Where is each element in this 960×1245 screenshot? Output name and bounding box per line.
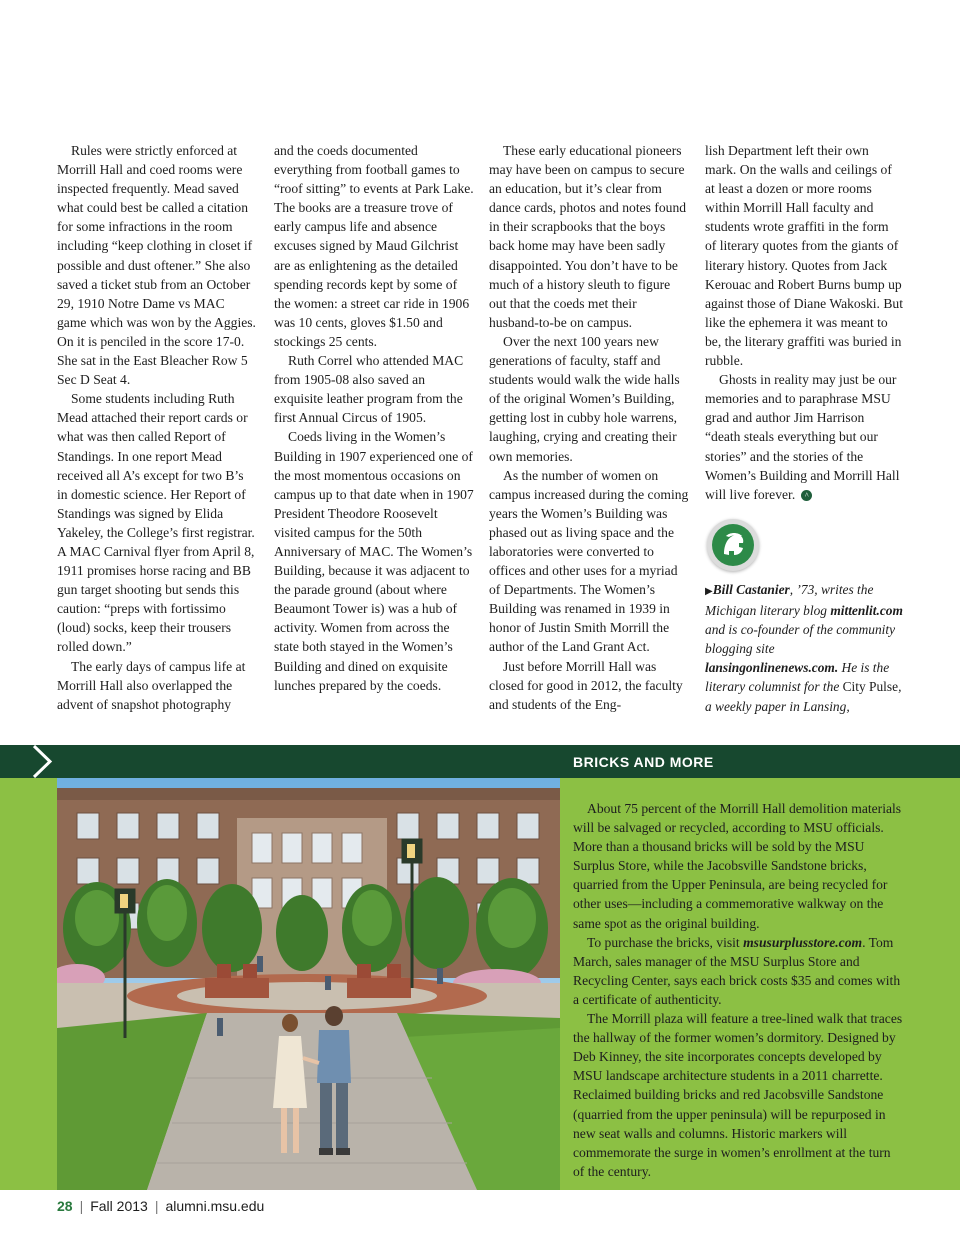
store-link[interactable]: msusurplusstore.com	[743, 934, 863, 950]
site-url[interactable]: alumni.msu.edu	[165, 1198, 265, 1214]
paragraph: and the coeds documented everything from football games to “roof sitting” to events at Park Lake. The books are a treasure trove of early campus life and absence excuses signed by Maud Gilchrist are as enlightening as the detailed spending records kept by some of the women: a street car ride in 1906 was 10 cents, gloves $1.50 and stockings 25 cents.	[274, 143, 474, 349]
paragraph: Rules were strictly enforced at Morrill Hall and coed rooms were inspected frequently. Mead saved what could best be called a citation for some infractions in the room including “keep clothing in closet if possible and dust oftener.” She also saved a ticket stub from an October 29, 1910 Notre Dame vs MAC game which was won by the Aggies. On it is penciled in the score 17-0. She sat in the East Bleacher Row 5 Sec D Seat 4.	[57, 143, 256, 388]
paragraph: Coeds living in the Women’s Building in 1907 experienced one of the most momentous occasions on campus up to that date when in 1907 President Theodore Roosevelt visited campus for the 50th Anniversary of MAC. The Women’s Building, because it was adjacent to the parade ground (about where Beaumont Tower is) was a hub of activity. Women from across the state both stayed in the Women’s Building and dined on exquisite lunches prepared by the coeds.	[274, 429, 474, 693]
separator: |	[154, 1198, 159, 1214]
paragraph-text: . Tom March, sales manager of the MSU Surplus Store and Recycling Center, says each brick costs $35 and comes with a certificate of authenticity.	[573, 934, 901, 1007]
page-number: 28	[57, 1198, 73, 1214]
paragraph: Just before Morrill Hall was closed for good in 2012, the faculty and students of the Eng-	[489, 658, 683, 712]
paragraph	[705, 370, 903, 504]
bio-text: , ’73, writes the Michigan literary blog	[705, 582, 874, 619]
paragraph: lish Department left their own mark. On the walls and ceilings of at least a dozen or more rooms within Morrill Hall faculty and students wrote graffiti in the form of literary quotes from the giants of literary history. Quotes from Jack Kerouac and Robert Burns bump up against those of Diane Wakoski. But like the ephemera it was meant to be, the literary graffiti was buried in rubble.	[705, 143, 903, 369]
site-link[interactable]: lansingonlinenews.com.	[705, 660, 839, 676]
spartan-helmet-icon	[712, 524, 754, 566]
paragraph-text: To purchase the bricks, visit	[587, 934, 744, 950]
paragraph: As the number of women on campus increased during the coming years the Women’s Building was phased out as living space and the laboratories were converted to offices and other uses for a myriad of Departments. The Women’s Building was renamed in 1939 in honor of Justin Smith Morrill the author of the Land Grant Act.	[489, 467, 689, 655]
sidebar-title: BRICKS AND MORE	[573, 754, 714, 770]
article-column-2	[274, 141, 474, 695]
author-name: Bill Castanier	[712, 582, 790, 597]
paragraph: These early educational pioneers may have been on campus to secure an education, but it’s clear from dance cards, photos and notes found in their scrapbooks that the boys back home may have been sadly disappointed. You don’t have to be much of a history sleuth to figure out that the coeds met their husband-to-be on campus.	[489, 143, 687, 330]
paragraph: Some students including Ruth Mead attached their report cards or what was then called Report of Standings. In one report Mead received all A’s except for two B’s in domestic science. Her Report of Standings was signed by Elida Yakeley, the College’s first registrar. A MAC Carnival flyer from April 8, 1911 promises horse racing and BB gun target shooting but sends this caution: “preps with fortissimo (loud) socks, keep their trousers rolled down.”	[57, 391, 255, 655]
bio-text: and is co-founder of the community blogging site	[705, 622, 896, 657]
plaza-rendering-image	[57, 778, 560, 1190]
spartan-logo-icon	[707, 519, 759, 571]
spartan-logo-disc	[712, 524, 754, 566]
plaza-illustration	[57, 778, 560, 1190]
sidebar-text	[573, 799, 903, 1181]
issue-label: Fall 2013	[90, 1198, 148, 1214]
end-of-story-icon: ^	[801, 490, 812, 501]
paragraph: About 75 percent of the Morrill Hall demolition materials will be salvaged or recycled, according to MSU officials. More than a thousand bricks will be sold by the MSU Surplus Store, while the Jacobsville Sandstone bricks, quarried from the Upper Peninsula, are being recycled for other uses—including a commemorative walkway on the same spot as the original building.	[573, 801, 902, 931]
bio-text: , a weekly paper in Lansing,	[705, 679, 902, 714]
article-column-1	[57, 141, 257, 714]
paragraph: Over the next 100 years new generations of faculty, staff and students would walk the wide halls of the original Women’s Building, getting lost in cubby hole warrens, laughing, crying and creating their own memories.	[489, 333, 680, 464]
paragraph: Ruth Correl who attended MAC from 1905-08 also saved an exquisite leather program from the first Annual Circus of 1905.	[274, 353, 464, 426]
bullet-triangle-icon: ▶	[705, 586, 713, 597]
paragraph	[573, 933, 903, 1009]
section-band	[0, 745, 960, 778]
article-column-3	[489, 141, 689, 714]
separator: |	[79, 1198, 84, 1214]
paragraph: The early days of campus life at Morrill Hall also overlapped the advent of snapshot photography	[57, 658, 246, 712]
paragraph: The Morrill plaza will feature a tree-lined walk that traces the hallway of the former women’s dormitory. Designed by Deb Kinney, the site incorporates concepts developed by MSU landscape architecture students in a 2011 charrette. Reclaimed building bricks and red Jacobsville Sandstone (quarried from the upper peninsula) will be repurposed in new seat walls and columns. Historic markers will commemorate the surge in women’s enrollment at the turn of the century.	[573, 1011, 903, 1179]
blog-link[interactable]: mittenlit.com	[830, 603, 903, 619]
paragraph-text: Ghosts in reality may just be our memories and to paraphrase MSU grad and author Jim Harrison “death steals everything but our stories” and the stories of the Women’s Building and Morrill Hall will live forever.	[705, 372, 900, 502]
bio-text: He is the literary columnist for the	[705, 660, 890, 695]
article-column-4	[705, 141, 903, 504]
chevron-right-icon	[30, 745, 56, 778]
page-footer	[57, 1198, 264, 1214]
author-bio	[705, 580, 903, 716]
newspaper-name: City Pulse	[842, 679, 899, 695]
